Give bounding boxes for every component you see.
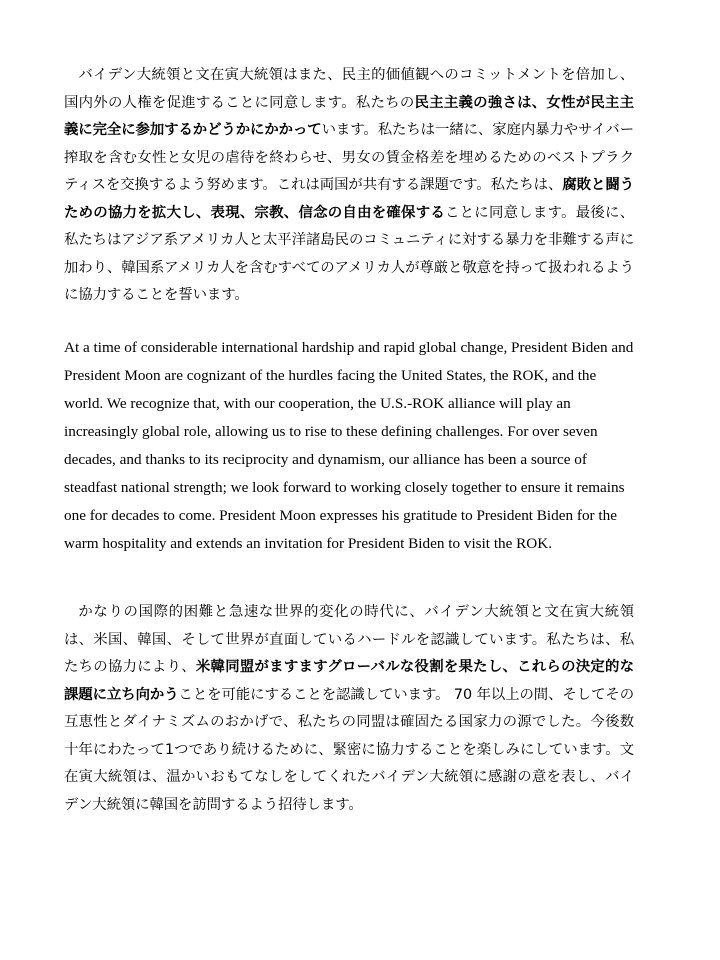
text-run: います。私たちは一緒に、家庭内暴力やサイバー搾取を含む女性と女児の虐待を終わらせ、男女の賃金格差を埋めるためのベストプラクティスを交換するよう努めます。これは両国が共有する課題です。私たちは、 — [64, 122, 634, 193]
bold-text-run: 民主主義の強さは、女性が民主主義に完全に参加するかどうかにかかって — [64, 94, 634, 138]
bold-text-run: 腐敗と闘うための協力を拡大し、表現、宗教、信念の自由を確保する — [64, 177, 634, 221]
text-run: かなりの国際的困難と急速な世界的変化の時代に、バイデン大統領と文在寅大統領は、米国、韓国、そして世界が直面しているハードルを認識しています。私たちは、私たちの協力により、 — [64, 604, 634, 675]
text-run: ことを可能にすることを認識しています。 70 年以上の間、そしてその互恵性とダイナミズムのおかげで、私たちの同盟は確固たる国家力の源でした。今後数十年にわたって1つであり続けるために、緊密に協力することを楽しみにしています。文在寅大統領は、温かいおもてなしをしてくれたバイデン大統領に感謝の意を表し、バイデン大統領に韓国を訪問するよう招待します。 — [64, 686, 634, 813]
bold-text-run: 米韓同盟がますますグローバルな役割を果たし、これらの決定的な課題に立ち向かう — [64, 659, 634, 703]
text-run: ことに同意します。最後に、私たちはアジア系アメリカ人と太平洋諸島民のコミュニティに対する暴力を非難する声に加わり、韓国系アメリカ人を含むすべてのアメリカ人が尊厳と敬意を持って扱われるように協力することを誓います。 — [64, 204, 634, 303]
paragraph-jp-alliance — [64, 599, 634, 819]
text-run: バイデン大統領と文在寅大統領はまた、民主的価値観へのコミットメントを倍加し、国内外の人権を促進することに同意します。私たちの — [64, 67, 634, 111]
paragraph-en-alliance: At a time of considerable international hardship and rapid global change, President Biden and President Moon are cognizant of the hurdles facing the United States, the ROK, and the world. We recognize that, with our cooperation, the U.S.-ROK alliance will play an increasingly global role, allowing us to rise to these defining challenges. For over seven decades, and thanks to its reciprocity and dynamism, our alliance has been a source of steadfast national strength; we look forward to working closely together to ensure it remains one for decades to come. President Moon expresses his gratitude to President Biden for the warm hospitality and extends an invitation for President Biden to visit the ROK. — [64, 339, 634, 552]
paragraph-jp-commitment — [64, 62, 634, 310]
